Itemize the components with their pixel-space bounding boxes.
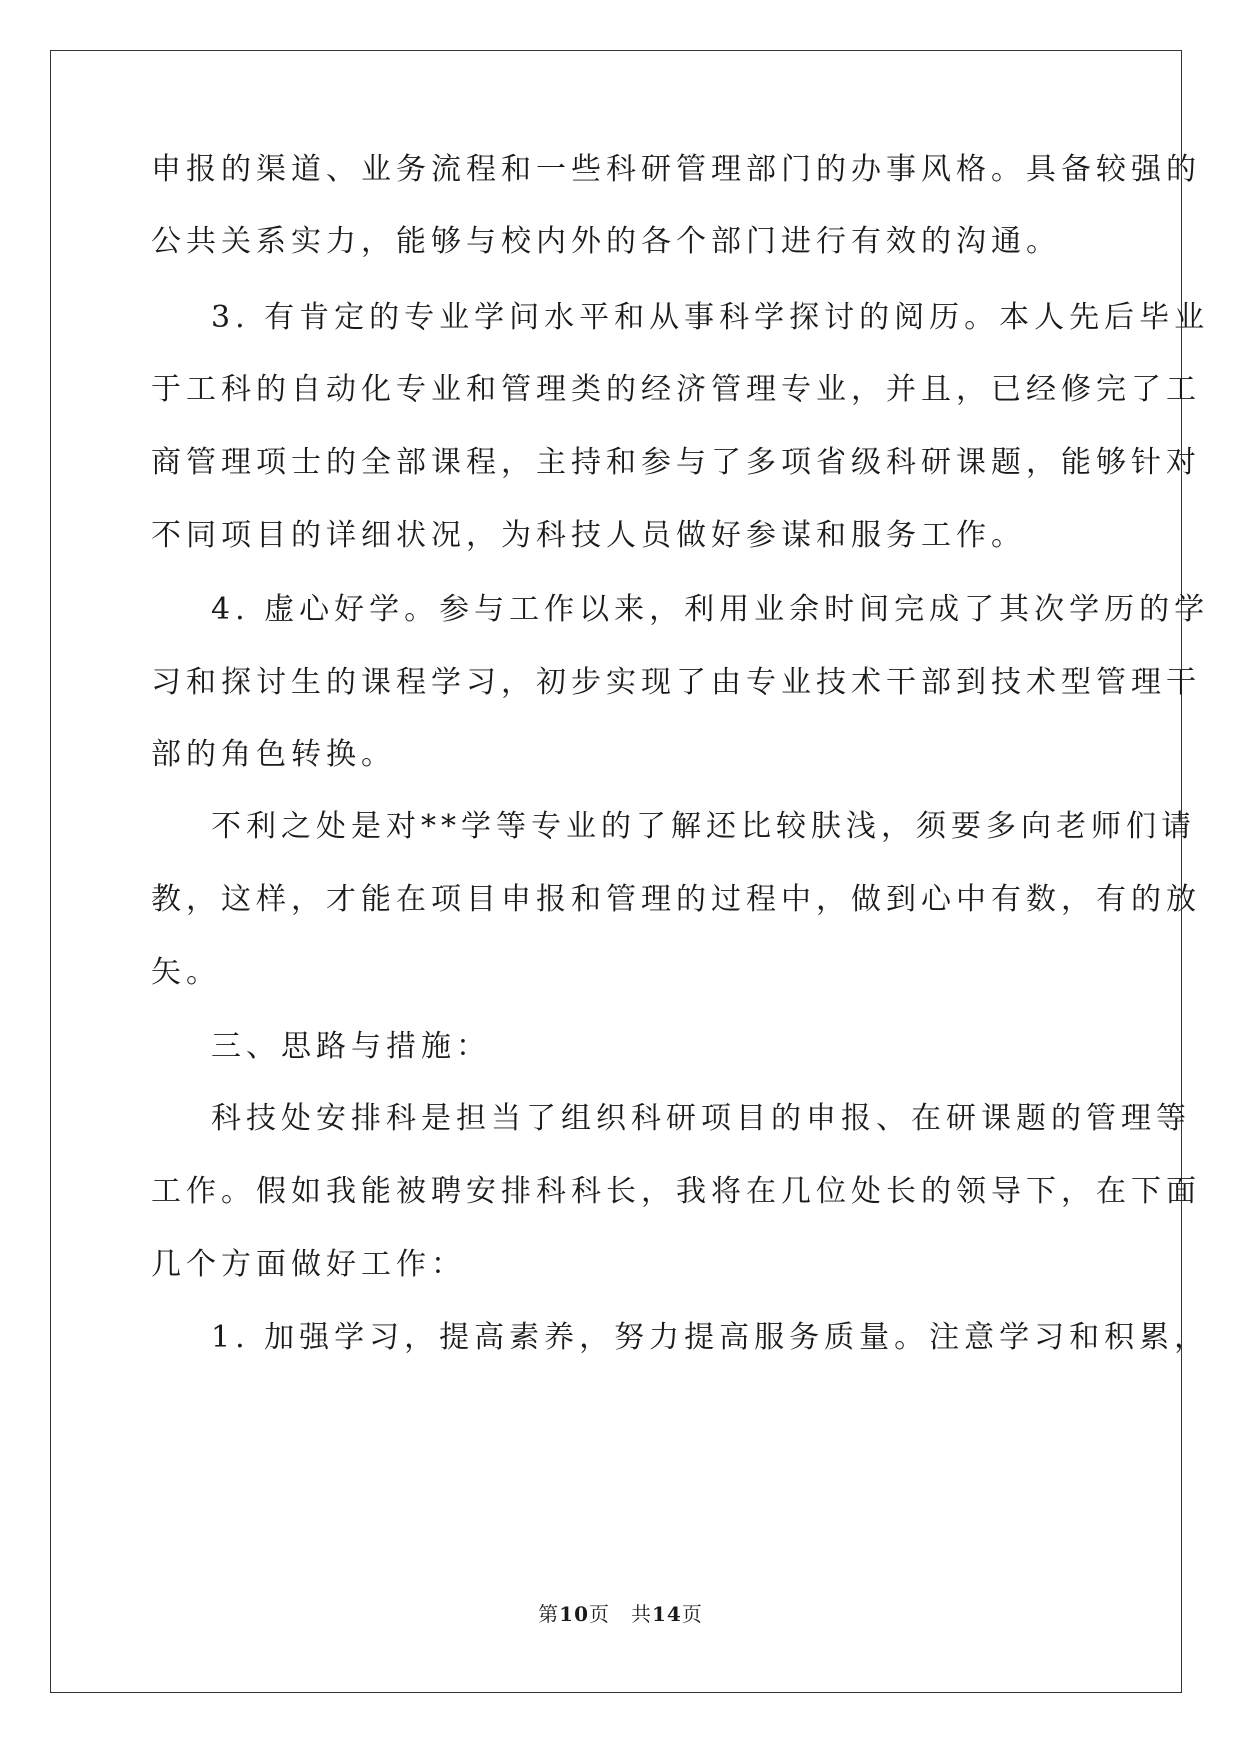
- text-line: 几个方面做好工作：: [151, 1247, 466, 1282]
- text-line: 不利之处是对**学等专业的了解还比较肤浅，须要多向老师们请: [211, 809, 1196, 844]
- text-line: 科技处安排科是担当了组织科研项目的申报、在研课题的管理等: [211, 1101, 1191, 1136]
- text-line: 1. 加强学习，提高素养，努力提高服务质量。注意学习和积累，: [211, 1320, 1210, 1355]
- text-line: 4. 虚心好学。参与工作以来，利用业余时间完成了其次学历的学: [211, 592, 1210, 627]
- text-line: 工作。假如我能被聘安排科科长，我将在几位处长的领导下，在下面: [151, 1174, 1201, 1209]
- text-line: 不同项目的详细状况，为科技人员做好参谋和服务工作。: [151, 518, 1026, 553]
- section-heading: 三、思路与措施：: [211, 1029, 491, 1064]
- text-line: 教，这样，才能在项目申报和管理的过程中，做到心中有数，有的放: [151, 882, 1201, 917]
- text-line: 矢。: [151, 955, 221, 990]
- text-line: 于工科的自动化专业和管理类的经济管理专业，并且，已经修完了工: [151, 372, 1201, 407]
- footer-prefix: 第: [538, 1602, 560, 1626]
- text-line: 商管理项士的全部课程，主持和参与了多项省级科研课题，能够针对: [151, 445, 1201, 480]
- footer-suffix: 页: [681, 1602, 703, 1626]
- text-line: 3. 有肯定的专业学问水平和从事科学探讨的阅历。本人先后毕业: [211, 300, 1210, 335]
- text-line: 部的角色转换。: [151, 737, 396, 772]
- text-line: 申报的渠道、业务流程和一些科研管理部门的办事风格。具备较强的: [151, 152, 1201, 187]
- page-footer: [0, 1602, 1241, 1626]
- text-line: 习和探讨生的课程学习，初步实现了由专业技术干部到技术型管理干: [151, 665, 1201, 700]
- footer-mid: 页 共: [589, 1602, 652, 1626]
- text-line: 公共关系实力，能够与校内外的各个部门进行有效的沟通。: [151, 224, 1061, 259]
- current-page-number: 10: [559, 1602, 589, 1626]
- page-frame: [50, 50, 1182, 1693]
- total-page-number: 14: [652, 1602, 682, 1626]
